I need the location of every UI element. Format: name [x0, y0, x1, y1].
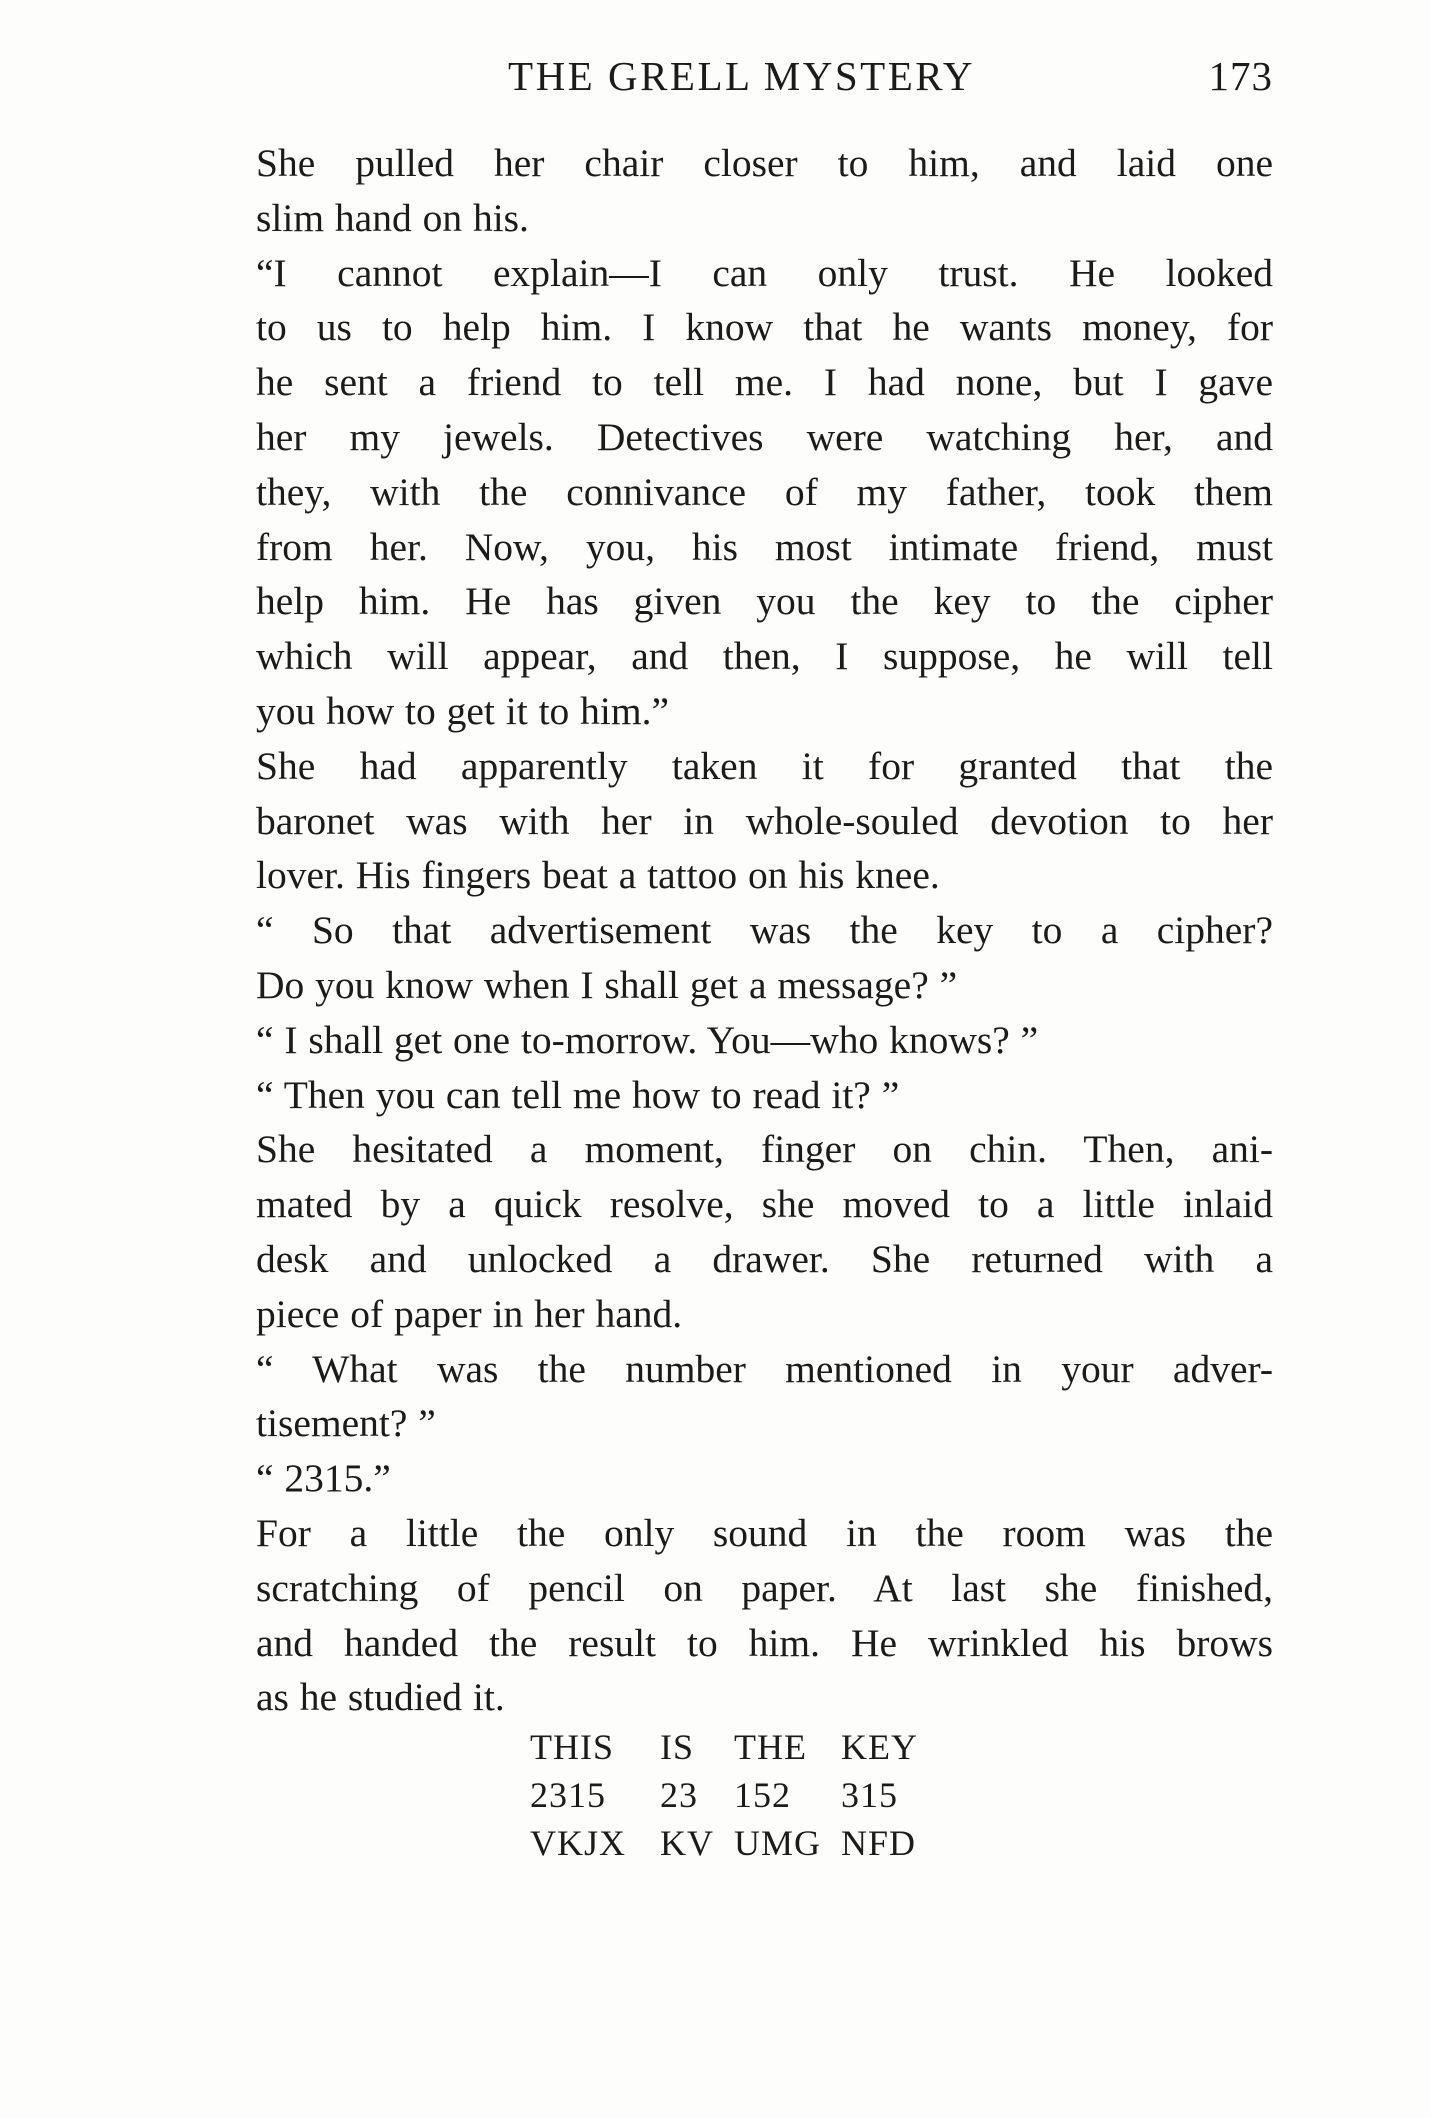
paragraph [210, 1451, 1273, 1506]
text-line: “ 2315.” [256, 1456, 391, 1501]
cipher-cell: IS [660, 1727, 695, 1767]
text-line: mated by a quick resolve, she moved to a little inlaid [256, 1182, 1273, 1227]
cipher-cell: NFD [841, 1823, 917, 1863]
text-line: which will appear, and then, I suppose, he will tell [256, 634, 1273, 679]
text-line: you how to get it to him.” [256, 688, 670, 733]
cipher-cell: THIS [530, 1727, 614, 1767]
text-line: her my jewels. Detectives were watching her, and [256, 414, 1273, 459]
page-header [210, 52, 1273, 112]
cipher-cell: 152 [734, 1775, 791, 1815]
paragraph [210, 903, 1273, 1013]
text-line: slim hand on his. [256, 195, 529, 240]
paragraph [210, 1506, 1273, 1725]
text-line: to us to help him. I know that he wants money, for [256, 305, 1273, 350]
cipher-cell: UMG [734, 1823, 822, 1863]
cipher-cell: THE [734, 1727, 807, 1767]
text-line: desk and unlocked a drawer. She returned with a [256, 1236, 1273, 1281]
paragraph [210, 1068, 1273, 1123]
text-line: She pulled her chair closer to him, and laid one [256, 141, 1273, 185]
cipher-cell: KEY [841, 1727, 918, 1767]
paragraph [210, 136, 1273, 246]
text-line: “ Then you can tell me how to read it? ” [256, 1072, 900, 1117]
cipher-cell: VKJX [530, 1823, 627, 1863]
body-text [210, 136, 1273, 1725]
text-line: baronet was with her in whole-souled devotion to her [256, 798, 1273, 843]
paragraph [210, 739, 1273, 903]
cipher-cell: 315 [841, 1775, 898, 1815]
text-line: from her. Now, you, his most intimate friend, must [256, 524, 1273, 569]
text-line: She hesitated a moment, finger on chin. Then, ani- [256, 1127, 1273, 1172]
text-line: scratching of pencil on paper. At last she finished, [256, 1565, 1273, 1610]
text-line: lover. His fingers beat a tattoo on his knee. [256, 853, 940, 898]
text-line: “ So that advertisement was the key to a cipher? [256, 908, 1273, 953]
cipher-cell: KV [660, 1823, 714, 1863]
text-line: piece of paper in her hand. [256, 1291, 683, 1336]
text-line: “I cannot explain—I can only trust. He looked [256, 250, 1273, 295]
text-line: they, with the connivance of my father, took them [256, 469, 1273, 514]
running-title: THE GRELL MYSTERY [508, 53, 975, 99]
page-number: 173 [1208, 53, 1273, 99]
text-line: tisement? ” [256, 1401, 436, 1446]
cipher-row [530, 1723, 941, 1771]
cipher-table [530, 1723, 941, 1867]
text-line: as he studied it. [256, 1675, 505, 1720]
text-line: he sent a friend to tell me. I had none, but I gave [256, 360, 1273, 405]
cipher-row [530, 1771, 941, 1819]
text-line: For a little the only sound in the room was the [256, 1510, 1273, 1555]
paragraph [210, 246, 1273, 739]
paragraph [210, 1122, 1273, 1341]
cipher-row [530, 1819, 941, 1867]
paragraph [210, 1342, 1273, 1452]
text-line: She had apparently taken it for granted that the [256, 743, 1273, 788]
text-line: help him. He has given you the key to the cipher [256, 579, 1273, 624]
text-line: “ What was the number mentioned in your adver- [256, 1346, 1273, 1391]
cipher-cell: 23 [660, 1775, 698, 1815]
paragraph [210, 1013, 1273, 1068]
cipher-cell: 2315 [530, 1775, 606, 1815]
text-line: “ I shall get one to-morrow. You—who knows? ” [256, 1017, 1039, 1062]
text-line: and handed the result to him. He wrinkled his brows [256, 1620, 1273, 1665]
text-line: Do you know when I shall get a message? ” [256, 962, 958, 1007]
